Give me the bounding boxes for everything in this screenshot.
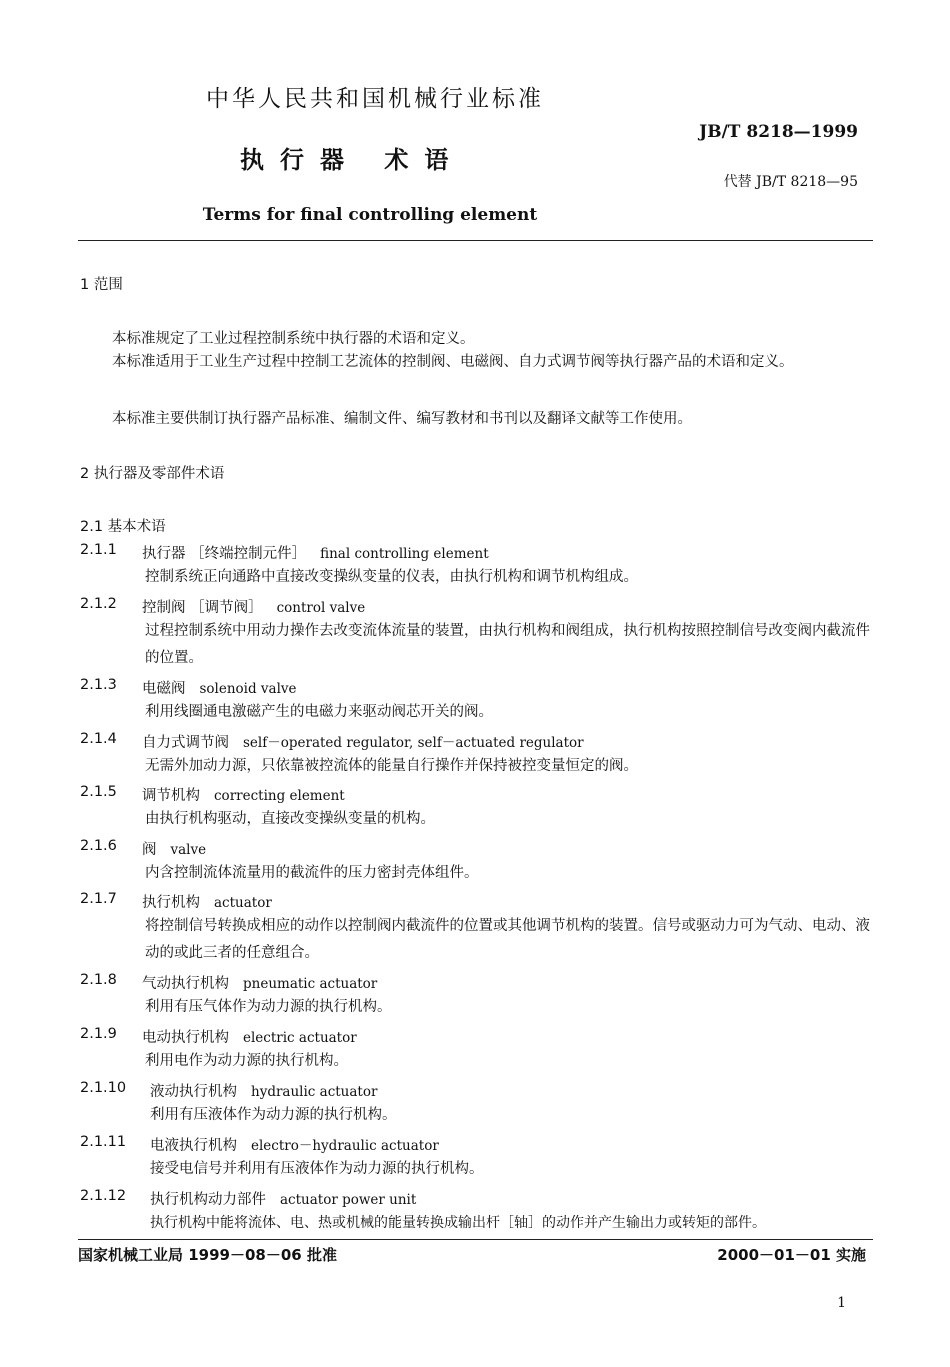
scope-paragraph-2: 本标准适用于工业生产过程中控制工艺流体的控制阀、电磁阀、自力式调节阀等执行器产品的术语和定义。 xyxy=(112,354,794,370)
scope-paragraph-1: 本标准规定了工业过程控制系统中执行器的术语和定义。 xyxy=(112,331,475,347)
page-number: 1 xyxy=(837,1295,846,1311)
term-zh: 电液执行机构 xyxy=(150,1138,237,1154)
term-heading xyxy=(142,972,377,993)
term-heading xyxy=(150,1134,439,1155)
term-definition: 利用线圈通电激磁产生的电磁力来驱动阀芯开关的阀。 xyxy=(145,704,493,720)
term-definition: 利用有压液体作为动力源的执行机构。 xyxy=(150,1107,397,1123)
term-zh: 自力式调节阀 xyxy=(142,735,229,751)
term-zh: 电动执行机构 xyxy=(142,1030,229,1046)
term-number: 2.1.10 xyxy=(80,1080,127,1096)
footer-divider xyxy=(78,1239,873,1240)
term-number: 2.1.7 xyxy=(80,891,117,907)
term-zh: 液动执行机构 xyxy=(150,1084,237,1100)
term-definition: 控制系统正向通路中直接改变操纵变量的仪表，由执行机构和调节机构组成。 xyxy=(145,569,638,585)
term-en: electric actuator xyxy=(243,1030,357,1046)
approval-date: 国家机械工业局 1999－08－06 批准 xyxy=(78,1246,337,1264)
standard-name: 执行器 术语 xyxy=(240,146,465,174)
term-definition: 将控制信号转换成相应的动作以控制阀内截流件的位置或其他调节机构的装置。信号或驱动力可为气动、电动、液动的或此三者的任意组合。 xyxy=(145,918,870,961)
term-en: solenoid valve xyxy=(199,681,297,697)
term-definition: 接受电信号并利用有压液体作为动力源的执行机构。 xyxy=(150,1161,484,1177)
term-number: 2.1.4 xyxy=(80,731,117,747)
term-definition: 利用有压气体作为动力源的执行机构。 xyxy=(145,999,392,1015)
english-title: Terms for final controlling element xyxy=(202,205,538,225)
term-en: control valve xyxy=(276,600,366,616)
term-number: 2.1.2 xyxy=(80,596,117,612)
effective-date: 2000－01－01 实施 xyxy=(717,1246,866,1264)
section-1-heading: 1 范围 xyxy=(80,277,123,293)
term-en: actuator xyxy=(214,895,272,911)
term-zh: 执行机构动力部件 xyxy=(150,1192,266,1208)
term-number: 2.1.5 xyxy=(80,784,117,800)
term-zh: 控制阀 ［调节阀］ xyxy=(142,600,263,616)
section-2-heading: 2 执行器及零部件术语 xyxy=(80,466,225,482)
term-definition: 执行机构中能将流体、电、热或机械的能量转换成输出杆［轴］的动作并产生输出力或转矩的部件。 xyxy=(150,1215,766,1231)
term-definition: 无需外加动力源，只依靠被控流体的能量自行操作并保持被控变量恒定的阀。 xyxy=(145,758,638,774)
header-divider xyxy=(78,240,873,241)
term-en: electro－hydraulic actuator xyxy=(251,1138,439,1154)
term-heading xyxy=(150,1188,416,1209)
term-zh: 执行器 ［终端控制元件］ xyxy=(142,546,307,562)
term-en: correcting element xyxy=(214,788,345,804)
term-definition: 过程控制系统中用动力操作去改变流体流量的装置，由执行机构和阀组成，执行机构按照控制信号改变阀内截流件的位置。 xyxy=(145,623,870,666)
term-number: 2.1.11 xyxy=(80,1134,127,1150)
term-heading xyxy=(142,677,297,698)
term-number: 2.1.8 xyxy=(80,972,117,988)
term-en: actuator power unit xyxy=(280,1192,417,1208)
term-heading xyxy=(142,891,272,912)
term-number: 2.1.6 xyxy=(80,838,117,854)
term-en: final controlling element xyxy=(320,546,489,562)
term-zh: 调节机构 xyxy=(142,788,200,804)
term-number: 2.1.12 xyxy=(80,1188,127,1204)
term-definition: 内含控制流体流量用的截流件的压力密封壳体组件。 xyxy=(145,865,479,881)
term-definition: 由执行机构驱动，直接改变操纵变量的机构。 xyxy=(145,811,435,827)
term-zh: 执行机构 xyxy=(142,895,200,911)
term-en: pneumatic actuator xyxy=(243,976,378,992)
term-number: 2.1.3 xyxy=(80,677,117,693)
term-en: valve xyxy=(170,842,207,858)
term-heading xyxy=(142,838,206,859)
term-heading xyxy=(142,596,365,617)
subsection-2-1-heading: 2.1 基本术语 xyxy=(80,519,166,535)
term-en: self－operated regulator, self－actuated regulator xyxy=(243,735,584,751)
replaces-note: 代替 JB/T 8218—95 xyxy=(723,174,858,190)
term-zh: 电磁阀 xyxy=(142,681,186,697)
term-heading xyxy=(142,731,584,752)
term-zh: 气动执行机构 xyxy=(142,976,229,992)
org-title: 中华人民共和国机械行业标准 xyxy=(206,86,544,112)
term-zh: 阀 xyxy=(142,842,157,858)
term-number: 2.1.1 xyxy=(80,542,117,558)
scope-paragraph-3: 本标准主要供制订执行器产品标准、编制文件、编写教材和书刊以及翻译文献等工作使用。 xyxy=(112,411,692,427)
term-number: 2.1.9 xyxy=(80,1026,117,1042)
term-heading xyxy=(142,542,489,563)
standard-code: JB/T 8218—1999 xyxy=(699,122,858,142)
term-en: hydraulic actuator xyxy=(251,1084,378,1100)
term-heading xyxy=(150,1080,377,1101)
term-definition: 利用电作为动力源的执行机构。 xyxy=(145,1053,348,1069)
term-heading xyxy=(142,784,345,805)
term-heading xyxy=(142,1026,357,1047)
